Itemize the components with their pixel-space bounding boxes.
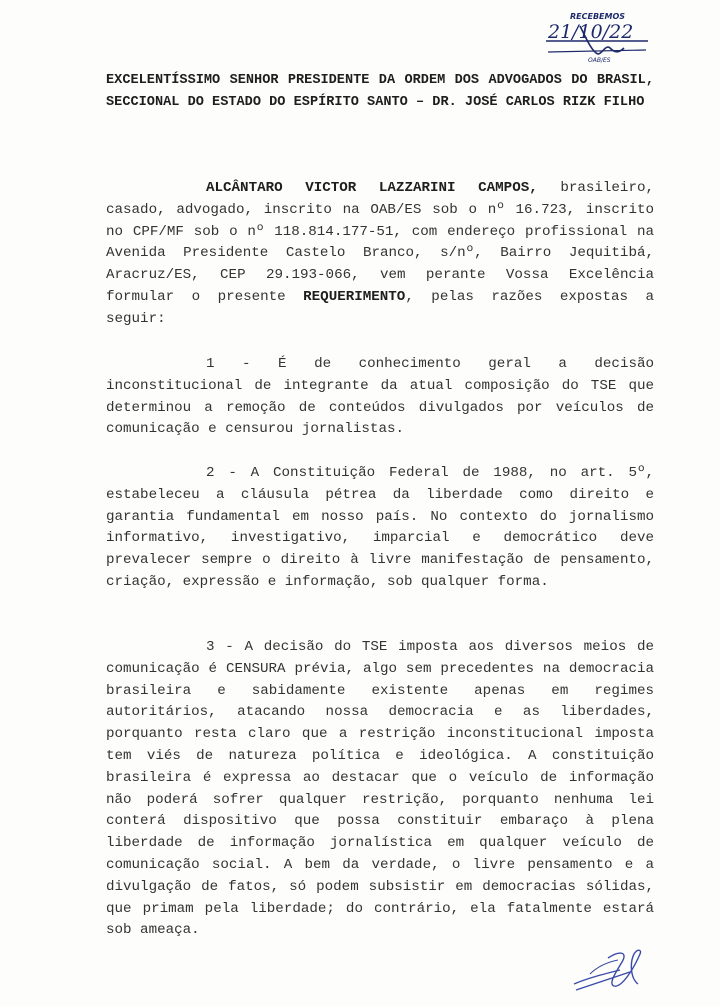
requerimento-label: REQUERIMENTO — [303, 288, 406, 305]
stamp-line3: OAB/ES — [588, 57, 611, 64]
signature-graphic — [568, 944, 658, 996]
paragraph-1 — [106, 354, 654, 441]
petitioner-name: ALCÂNTARO VICTOR LAZZARINI CAMPOS, — [206, 180, 538, 196]
received-stamp — [540, 8, 658, 66]
intro-text-b: , pelas razões expostas a seguir: — [106, 288, 654, 327]
paragraph-2 — [106, 463, 654, 594]
paragraph-3-text: 3 - A decisão do TSE imposta aos diversos meios de comunicação é CENSURA prévia, algo sem precedentes na democracia brasileira e sabidamente existente apenas em regimes autoritários, atacando nossa democracia e as liberdades, porquanto resta claro que a restrição inconstitucional imposta tem viés de natureza política e ideológica. A constituição brasileira é expressa ao destacar que o veículo de informação não poderá sofrer qualquer restrição, porquanto nenhuma lei conterá dispositivo que possa constituir embaraço à plena liberdade de informação jornalística em qualquer veículo de comunicação social. A bem da verdade, o livre pensamento e a divulgação de fatos, só podem subsistir em democracias sólidas, que primam pela liberdade; do contrário, ela fatalmente estará sob ameaça. — [106, 639, 654, 939]
paragraph-2-text: 2 - A Constituição Federal de 1988, no art. 5º, estabeleceu a cláusula pétrea da liberdade como direito e garantia fundamental em nosso país. No contexto do jornalismo informativo, investigativo, imparcial e democrático deve prevalecer sempre o direito à livre manifestação de pensamento, criação, expressão e informação, sob qualquer forma. — [106, 465, 654, 590]
addressee-heading: EXCELENTÍSSIMO SENHOR PRESIDENTE DA ORDEM DOS ADVOGADOS DO BRASIL, SECCIONAL DO ESTADO DO ESPÍRITO SANTO – DR. JOSÉ CARLOS RIZK FILHO — [106, 73, 654, 110]
intro-paragraph — [106, 178, 654, 331]
stamp-line1: RECEBEMOS — [570, 12, 626, 21]
intro-text-a: brasileiro, casado, advogado, inscrito na OAB/ES sob o nº 16.723, inscrito no CPF/MF sob o nº 118.814.177-51, com endereço profissional na Avenida Presidente Castelo Branco, s/nº, Bairro Jequitibá, Aracruz/ES, CEP 29.193-066, vem perante Vossa Excelência formular o presente — [106, 180, 654, 305]
paragraph-1-text: 1 - É de conhecimento geral a decisão inconstitucional de integrante da atual composição do TSE que determinou a remoção de conteúdos divulgados por veículos de comunicação e censurou jornalistas. — [106, 356, 654, 438]
paragraph-3 — [106, 637, 654, 942]
signature — [568, 944, 658, 996]
stamp-date: 21/10/22 — [548, 21, 634, 43]
stamp-graphic — [540, 8, 658, 66]
